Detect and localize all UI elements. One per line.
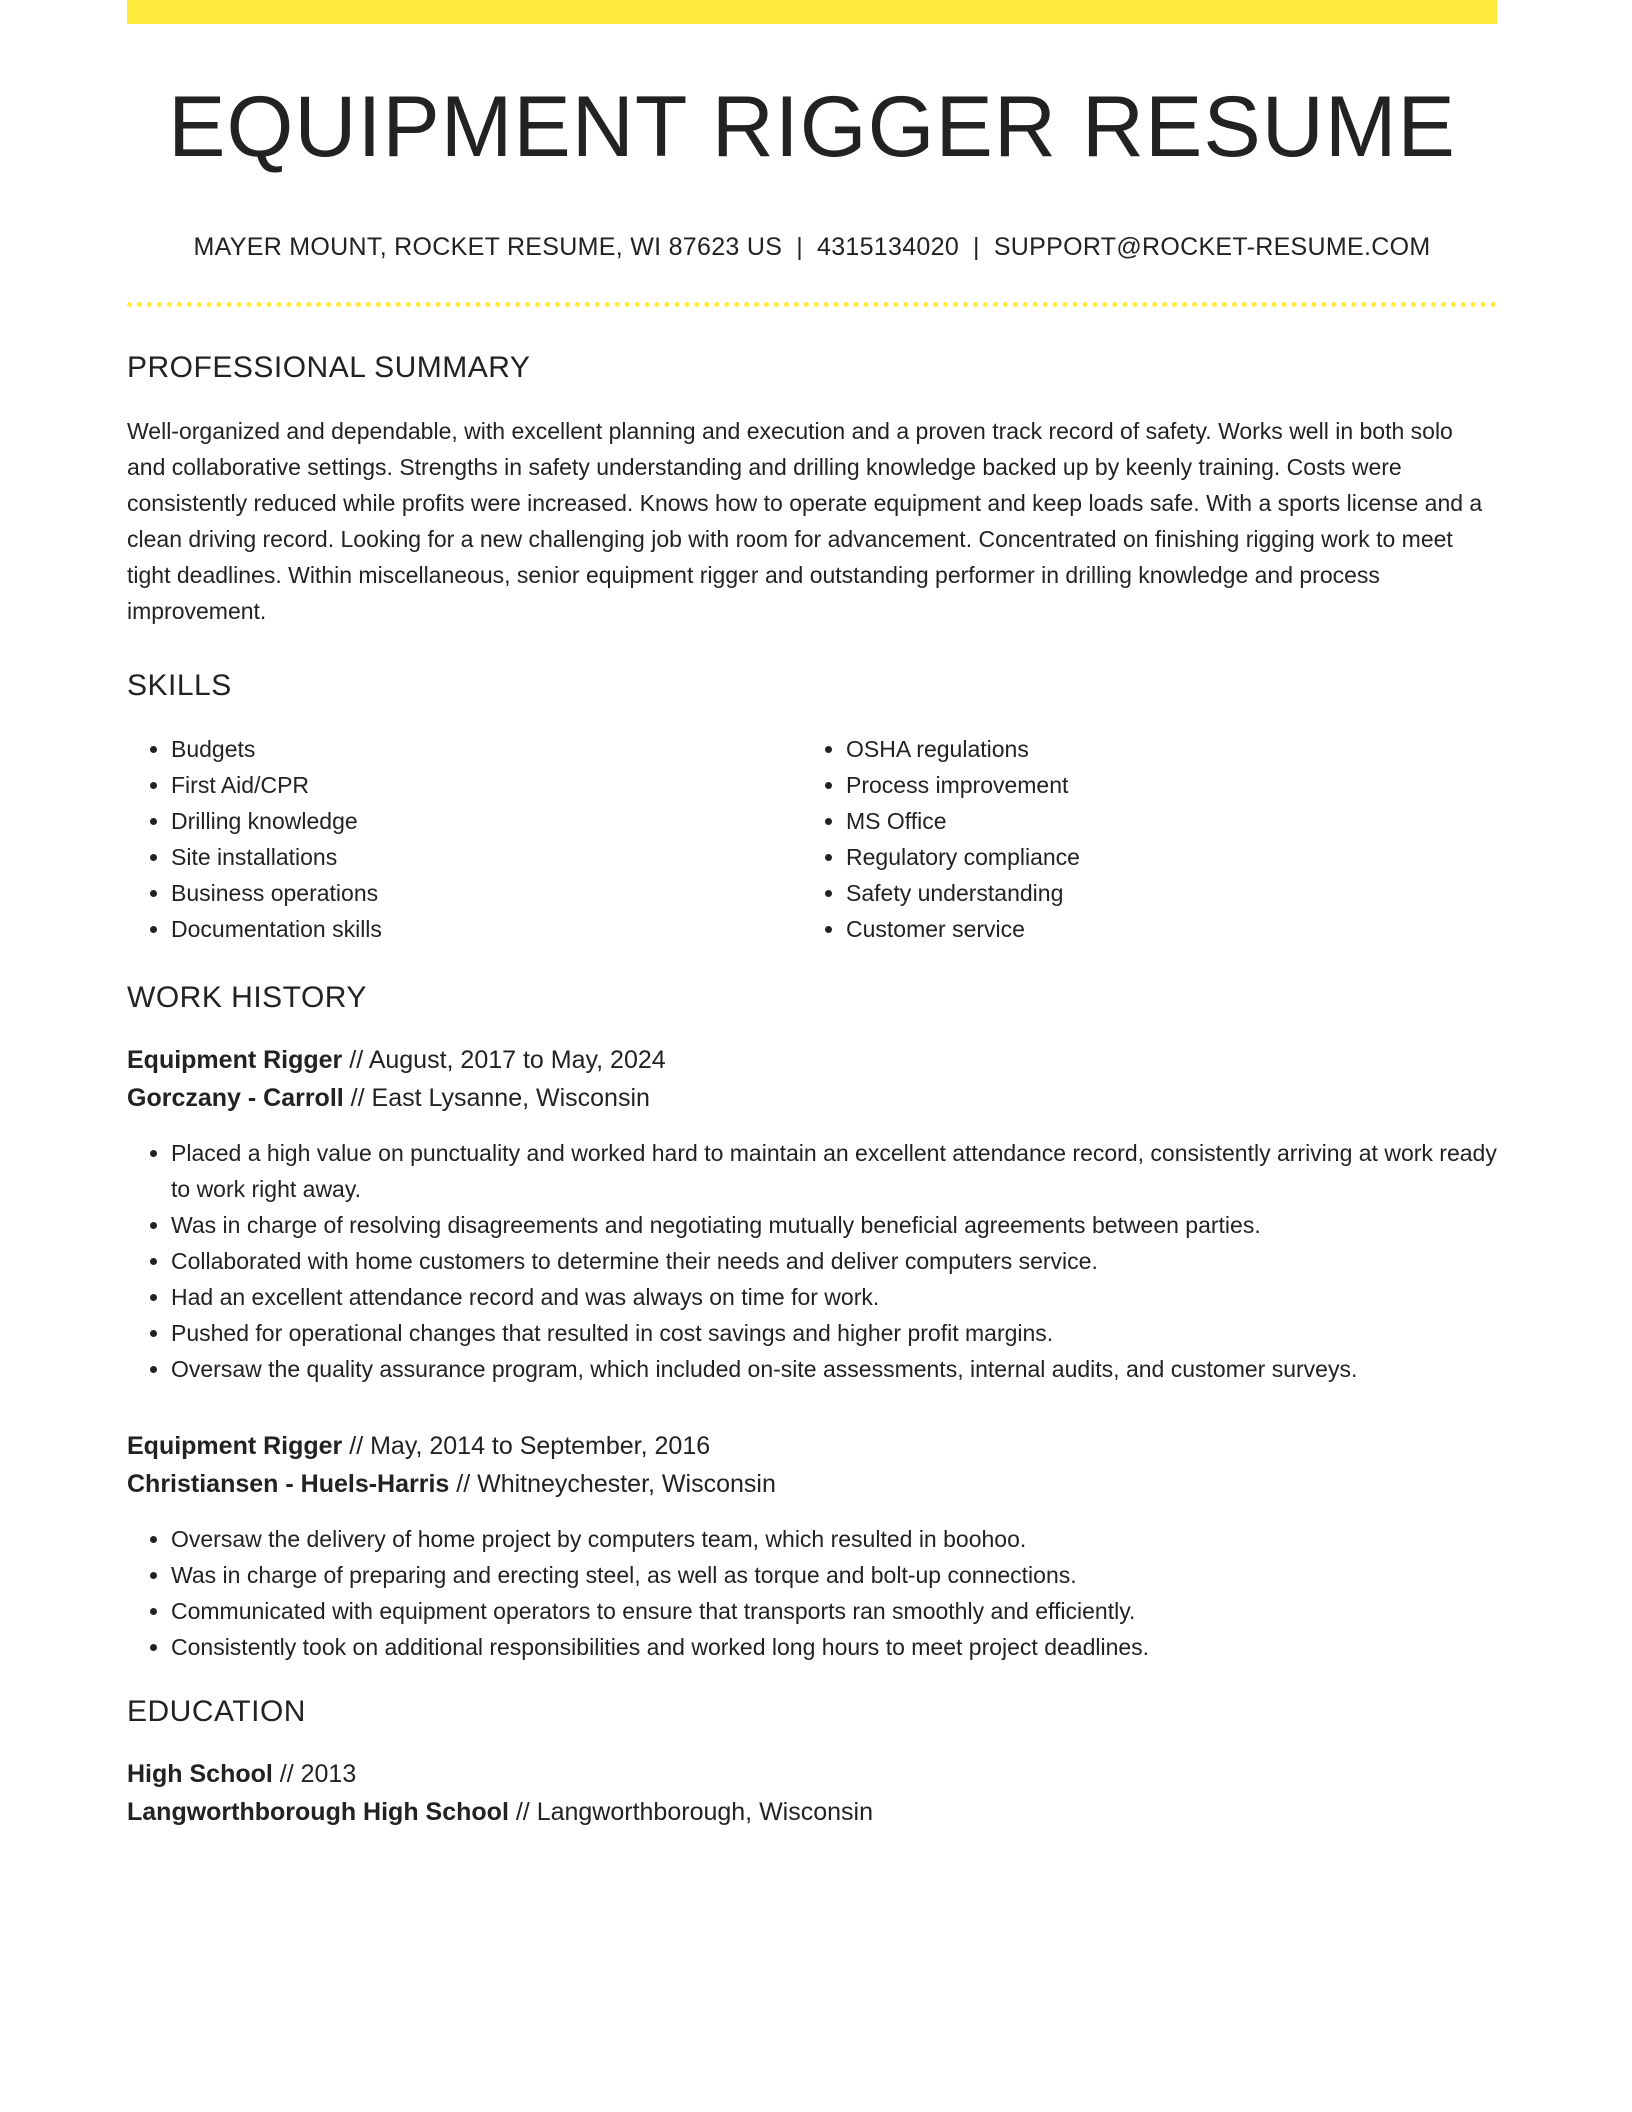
skills-columns (127, 731, 1497, 947)
job-delimiter: // (449, 1469, 478, 1498)
job-location: Whitneychester, Wisconsin (477, 1469, 776, 1498)
job-bullet: • Oversaw the quality assurance program, which included on-site assessments, internal audits, and customer surveys. (171, 1351, 1497, 1387)
education-year: 2013 (300, 1759, 357, 1788)
skill-item: • Business operations (171, 875, 802, 911)
job-dates: May, 2014 to September, 2016 (370, 1431, 711, 1460)
job-title-line (127, 1041, 1497, 1079)
skill-item: • Documentation skills (171, 911, 802, 947)
skill-item: • Process improvement (846, 767, 1477, 803)
skill-item: • Safety understanding (846, 875, 1477, 911)
education-degree: High School (127, 1759, 273, 1788)
contact-line (127, 233, 1497, 262)
job-bullet: • Was in charge of preparing and erecting steel, as well as torque and bolt-up connections. (171, 1557, 1497, 1593)
skill-item: • Regulatory compliance (846, 839, 1477, 875)
skill-item: • Drilling knowledge (171, 803, 802, 839)
job-delimiter: // (342, 1045, 369, 1074)
job-bullets (127, 1135, 1497, 1387)
skill-item: • MS Office (846, 803, 1477, 839)
job-bullet: • Placed a high value on punctuality and worked hard to maintain an excellent attendance record, consistently arriving at work ready to work right away. (171, 1135, 1497, 1207)
accent-top-bar (127, 0, 1497, 24)
education-location: Langworthborough, Wisconsin (536, 1797, 873, 1826)
resume-page (127, 0, 1497, 1831)
work-history-heading: WORK HISTORY (127, 980, 367, 1014)
skills-list-left (127, 731, 802, 947)
job-bullets (127, 1521, 1497, 1665)
skill-item: • OSHA regulations (846, 731, 1477, 767)
summary-heading: PROFESSIONAL SUMMARY (127, 350, 531, 384)
job-bullet: • Communicated with equipment operators to ensure that transports ran smoothly and efficiently. (171, 1593, 1497, 1629)
job-title-line (127, 1427, 1497, 1465)
education-delimiter: // (508, 1797, 537, 1826)
skill-item: • Customer service (846, 911, 1477, 947)
job-bullet: • Had an excellent attendance record and was always on time for work. (171, 1279, 1497, 1315)
education-school: Langworthborough High School (127, 1797, 509, 1826)
skills-list-right (802, 731, 1477, 947)
skill-item: • Site installations (171, 839, 802, 875)
education-degree-line (127, 1755, 1497, 1793)
job-dates: August, 2017 to May, 2024 (368, 1045, 666, 1074)
contact-separator: | (973, 232, 980, 261)
education-delimiter: // (272, 1759, 301, 1788)
resume-title: EQUIPMENT RIGGER RESUME (168, 79, 1456, 175)
contact-address: MAYER MOUNT, ROCKET RESUME, WI 87623 US (193, 232, 783, 261)
job-bullet: • Was in charge of resolving disagreements and negotiating mutually beneficial agreements between parties. (171, 1207, 1497, 1243)
skill-item: • First Aid/CPR (171, 767, 802, 803)
summary-text: Well-organized and dependable, with excellent planning and execution and a proven track record of safety. Works well in both solo and collaborative settings. Strengths in safety understanding and drilling knowledge backed up by keenly training. Costs were consistently reduced while profits were increased. Knows how to operate equipment and keep loads safe. With a sports license and a clean driving record. Looking for a new challenging job with room for advancement. Concentrated on finishing rigging work to meet tight deadlines. Within miscellaneous, senior equipment rigger and outstanding performer in drilling knowledge and process improvement. (127, 417, 1483, 624)
skill-item: • Budgets (171, 731, 802, 767)
job-delimiter: // (343, 1083, 372, 1112)
contact-separator: | (796, 232, 803, 261)
job-bullet: • Consistently took on additional responsibilities and worked long hours to meet project deadlines. (171, 1629, 1497, 1665)
education-school-line (127, 1793, 1497, 1831)
job-company: Gorczany - Carroll (127, 1083, 344, 1112)
job-position: Equipment Rigger (127, 1045, 343, 1074)
contact-phone: 4315134020 (816, 232, 960, 261)
job-position: Equipment Rigger (127, 1431, 343, 1460)
job-company: Christiansen - Huels-Harris (127, 1469, 450, 1498)
job-bullet: • Collaborated with home customers to determine their needs and deliver computers service. (171, 1243, 1497, 1279)
job-bullet: • Pushed for operational changes that resulted in cost savings and higher profit margins. (171, 1315, 1497, 1351)
job-company-line (127, 1465, 1497, 1503)
skills-heading: SKILLS (127, 668, 232, 702)
education-heading: EDUCATION (127, 1694, 306, 1728)
contact-email: SUPPORT@ROCKET-RESUME.COM (993, 232, 1431, 261)
job-location: East Lysanne, Wisconsin (371, 1083, 650, 1112)
job-bullet: • Oversaw the delivery of home project by computers team, which resulted in boohoo. (171, 1521, 1497, 1557)
job-delimiter: // (342, 1431, 371, 1460)
job-company-line (127, 1079, 1497, 1117)
dotted-divider (127, 302, 1497, 307)
